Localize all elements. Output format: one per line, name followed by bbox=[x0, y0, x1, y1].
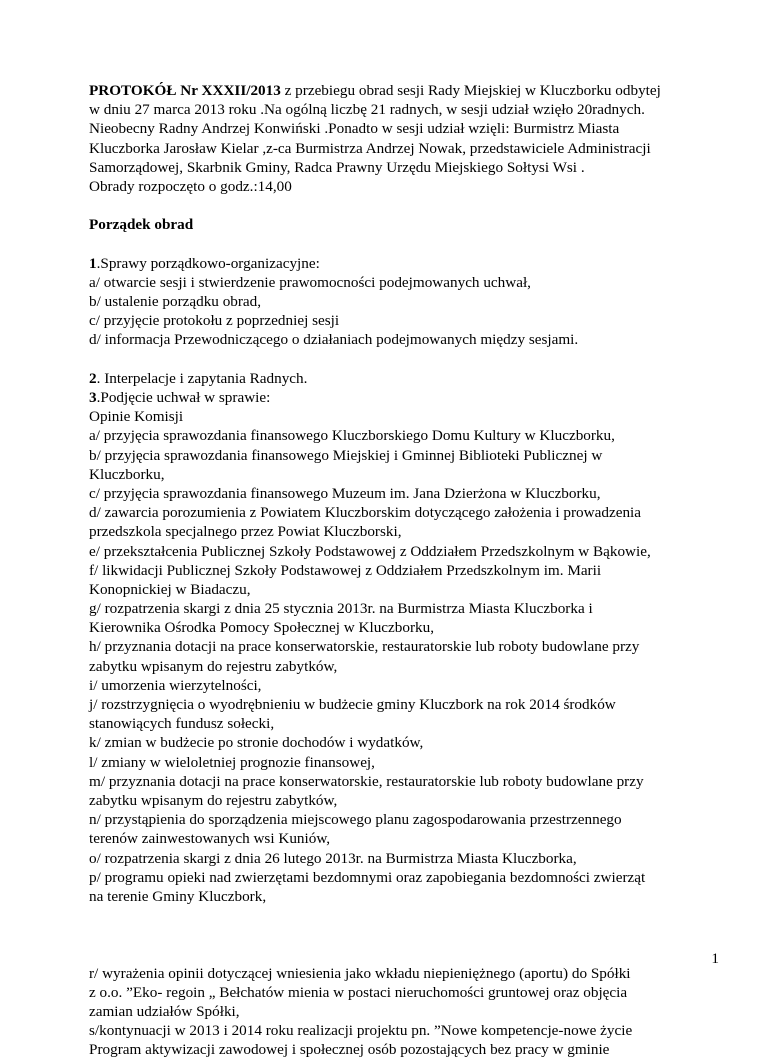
agenda-subitem: zabytku wpisanym do rejestru zabytków, bbox=[89, 657, 338, 675]
agenda-subitem: Kierownika Ośrodka Pomocy Społecznej w Kluczborku, bbox=[89, 619, 435, 637]
agenda-item-1 bbox=[89, 254, 689, 273]
agenda-subitem: r/ wyrażenia opinii dotyczącej wniesienia jako wkładu niepieniężnego (aportu) do Spółki bbox=[89, 964, 631, 982]
agenda-subitem: a/ otwarcie sesji i stwierdzenie prawomocności podejmowanych uchwał, bbox=[89, 273, 531, 291]
protocol-title: PROTOKÓŁ Nr XXXII/2013 bbox=[89, 82, 281, 99]
agenda-subitem: na terenie Gminy Kluczbork, bbox=[89, 887, 267, 905]
agenda-subitem: d/ zawarcia porozumienia z Powiatem Kluczborskim dotyczącego założenia i prowadzenia bbox=[89, 504, 641, 522]
agenda-subitem: d/ informacja Przewodniczącego o działaniach podejmowanych między sesjami. bbox=[89, 331, 579, 349]
document-page bbox=[89, 81, 689, 1060]
header-line: w dniu 27 marca 2013 roku .Na ogólną liczbę 21 radnych, w sesji udział wzięło 20radnych. bbox=[89, 101, 645, 119]
agenda-subitem: k/ zmian w budżecie po stronie dochodów i wydatków, bbox=[89, 734, 424, 752]
agenda-subitem: i/ umorzenia wierzytelności, bbox=[89, 676, 262, 694]
agenda-item-3-list bbox=[89, 407, 689, 906]
agenda-subitem: b/ przyjęcia sprawozdania finansowego Miejskiej i Gminnej Biblioteki Publicznej w bbox=[89, 446, 603, 464]
agenda-subitem: e/ przekształcenia Publicznej Szkoły Podstawowej z Oddziałem Przedszkolnym w Bąkowie, bbox=[89, 542, 651, 560]
agenda-subitem: Program aktywizacji zawodowej i społecznej osób pozostających bez pracy w gminie bbox=[89, 1041, 610, 1059]
agenda-subitem: l/ zmiany w wieloletniej prognozie finansowej, bbox=[89, 753, 375, 771]
agenda-item-number: 3 bbox=[89, 389, 97, 406]
header-line: Samorządowej, Skarbnik Gminy, Radca Prawny Urzędu Miejskiego Sołtysi Wsi . bbox=[89, 158, 585, 176]
agenda-item-3 bbox=[89, 388, 689, 407]
agenda-item-title: . Interpelacje i zapytania Radnych. bbox=[96, 369, 308, 387]
agenda-subitem: c/ przyjęcie protokołu z poprzedniej sesji bbox=[89, 312, 340, 330]
agenda-subitem: h/ przyznania dotacji na prace konserwatorskie, restauratorskie lub roboty budowlane przy bbox=[89, 638, 640, 656]
agenda-subitem: n/ przystąpienia do sporządzenia miejscowego planu zagospodarowania przestrzennego bbox=[89, 811, 622, 829]
agenda-subitem: a/ przyjęcia sprawozdania finansowego Kluczborskiego Domu Kultury w Kluczborku, bbox=[89, 427, 615, 445]
protocol-title-line bbox=[89, 81, 689, 100]
page-number: 1 bbox=[711, 950, 719, 967]
agenda-item-number: 1 bbox=[89, 254, 97, 272]
agenda-item-title: .Sprawy porządkowo-organizacyjne: bbox=[96, 254, 320, 272]
header-line: Obrady rozpoczęto o godz.:14,00 bbox=[89, 177, 292, 195]
agenda-subitem: s/kontynuacji w 2013 i 2014 roku realizacji projektu pn. ”Nowe kompetencje-nowe życie bbox=[89, 1022, 633, 1040]
agenda-item-3-list-continued bbox=[89, 964, 689, 1060]
agenda-item-number: 2 bbox=[89, 369, 97, 387]
agenda-subitem: Kluczborku, bbox=[89, 465, 165, 483]
agenda-subitem: stanowiących fundusz sołecki, bbox=[89, 715, 275, 733]
agenda-item-title: .Podjęcie uchwał w sprawie: bbox=[96, 389, 271, 406]
agenda-subitem: Konopnickiej w Biadaczu, bbox=[89, 580, 251, 598]
agenda-subitem: zamian udziałów Spółki, bbox=[89, 1003, 240, 1021]
agenda-subitem: przedszkola specjalnego przez Powiat Kluczborski, bbox=[89, 523, 402, 541]
agenda-subitem: b/ ustalenie porządku obrad, bbox=[89, 293, 262, 311]
agenda-subitem: Opinie Komisji bbox=[89, 408, 184, 426]
agenda-subitem: j/ rozstrzygnięcia o wyodrębnieniu w budżecie gminy Kluczbork na rok 2014 środków bbox=[89, 696, 616, 713]
agenda-subitem: c/ przyjęcia sprawozdania finansowego Muzeum im. Jana Dzierżona w Kluczborku, bbox=[89, 484, 601, 502]
agenda-subitem: g/ rozpatrzenia skargi z dnia 25 stycznia 2013r. na Burmistrza Miasta Kluczborka i bbox=[89, 600, 593, 618]
agenda-subitem: o/ rozpatrzenia skargi z dnia 26 lutego 2013r. na Burmistrza Miasta Kluczborka, bbox=[89, 849, 577, 867]
agenda-subitem: m/ przyznania dotacji na prace konserwatorskie, restauratorskie lub roboty budowlane przy bbox=[89, 772, 644, 790]
agenda-heading: Porządek obrad bbox=[89, 216, 194, 234]
protocol-title-rest: z przebiegu obrad sesji Rady Miejskiej w Kluczborku odbytej bbox=[280, 82, 661, 99]
agenda-subitem: p/ programu opieki nad zwierzętami bezdomnymi oraz zapobiegania bezdomności zwierząt bbox=[89, 868, 646, 886]
agenda-subitem: f/ likwidacji Publicznej Szkoły Podstawowej z Oddziałem Przedszkolnym im. Marii bbox=[89, 561, 602, 579]
agenda-item-2 bbox=[89, 369, 689, 388]
agenda-subitem: terenów zainwestowanych wsi Kuniów, bbox=[89, 830, 331, 848]
header-line: Kluczborka Jarosław Kielar ,z-ca Burmistrza Andrzej Nowak, przedstawiciele Administracji bbox=[89, 139, 651, 157]
agenda-subitem: z o.o. ”Eko- regoin „ Bełchatów mienia w postaci nieruchomości gruntowej oraz objęcia bbox=[89, 983, 628, 1001]
agenda-subitem: zabytku wpisanym do rejestru zabytków, bbox=[89, 791, 338, 809]
header-line: Nieobecny Radny Andrzej Konwiński .Ponadto w sesji udział wzięli: Burmistrz Miasta bbox=[89, 120, 620, 138]
